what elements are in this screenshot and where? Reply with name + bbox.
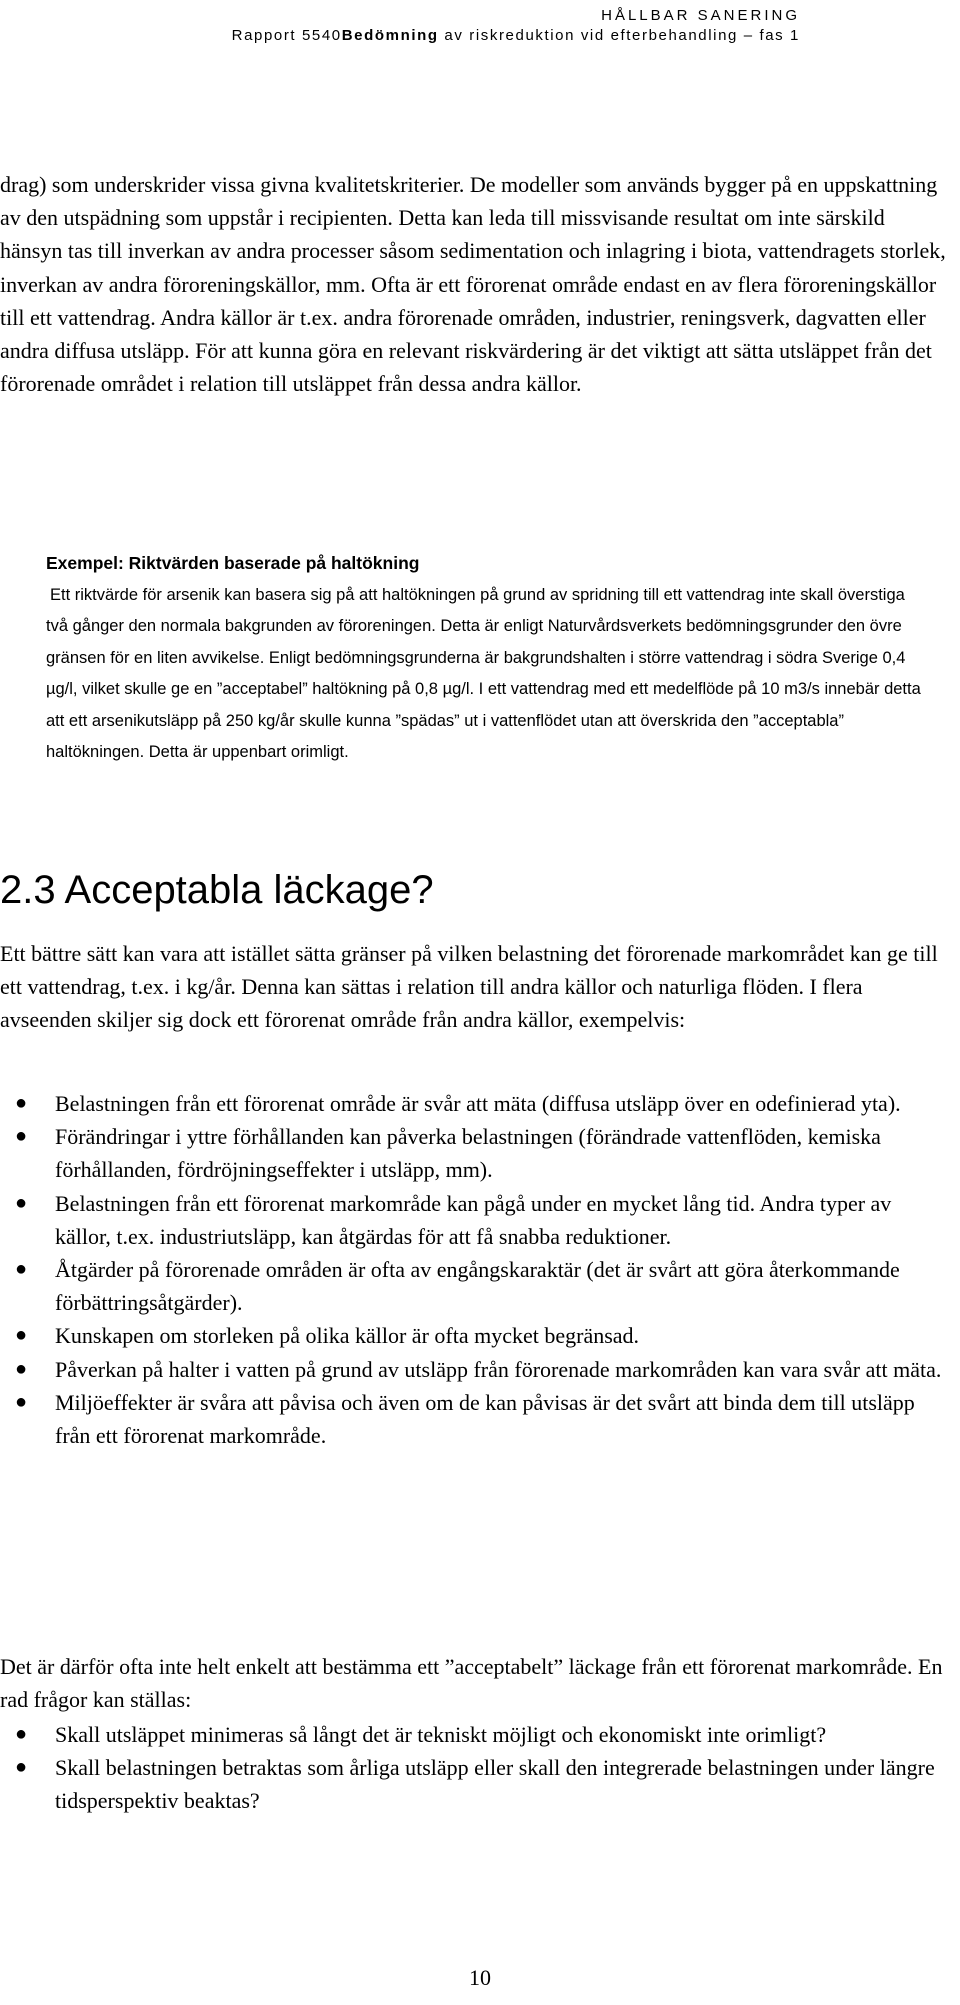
list-item-text: Påverkan på halter i vatten på grund av utsläpp från förorenade markområden kan vara svår att mäta.	[55, 1356, 942, 1382]
header-brand: HÅLLBAR SANERING	[601, 7, 800, 24]
bullet-icon: ●	[15, 1092, 28, 1114]
example-title: Exempel: Riktvärden baserade på haltökning	[46, 553, 420, 573]
bullet-icon: ●	[15, 1723, 28, 1745]
bullet-icon: ●	[15, 1191, 28, 1214]
example-box	[46, 548, 926, 769]
difference-list	[0, 1087, 948, 1452]
page-header	[232, 6, 800, 46]
bullet-icon: ●	[15, 1357, 28, 1380]
list-item-text: Belastningen från ett förorenat område är svår att mäta (diffusa utsläpp över en odefinierad yta).	[55, 1091, 901, 1116]
bullet-icon: ●	[15, 1258, 28, 1281]
list-item	[0, 1187, 948, 1253]
paragraph-continued: drag) som underskrider vissa givna kvalitetskriterier. De modeller som används bygger på en uppskattning av den utspädning som uppstår i recipienten. Detta kan leda till missvisande resultat om inte särskild hänsyn tas till inverkan av andra processer såsom sedimentation och inlagring i biota, vattendragets storlek, inverkan av andra föroreningskällor, mm. Ofta är ett förorenat område endast en av flera föroreningskällor till ett vattendrag. Andra källor är t.ex. andra förorenade områden, industrier, reningsverk, dagvatten eller andra diffusa utsläpp. För att kunna göra en relevant riskvärdering är det viktigt att sätta utsläppet från det förorenade området i relation till utsläppet från dessa andra källor.	[0, 172, 946, 397]
bullet-icon: ●	[15, 1390, 28, 1413]
list-item	[0, 1319, 948, 1352]
list-item	[0, 1353, 948, 1386]
example-body: Ett riktvärde för arsenik kan basera sig på att haltökningen på grund av spridning till ett vattendrag inte skall överstiga två gånger den normala bakgrunden av föroreningen. Detta är enligt Naturvårdsverkets bedömningsgrunder den övre gränsen för en liten avvikelse. Enligt bedömningsgrunderna är bakgrundshalten i större vattendrag i södra Sverige 0,4 µg/l, vilket skulle ge en ”acceptabel” haltökning på 0,8 µg/l. I ett vattendrag med ett medelflöde på 10 m3/s innebär detta att ett arsenikutsläpp på 250 kg/år skulle kunna ”spädas” ut i vattenflödet utan att överskrida den ”acceptabla” haltökningen. Detta är uppenbart orimligt.	[46, 585, 921, 761]
section-intro: Ett bättre sätt kan vara att istället sätta gränser på vilken belastning det förorenade markområdet kan ge till ett vattendrag, t.ex. i kg/år. Denna kan sättas i relation till andra källor och naturliga flöden. I flera avseenden skiljer sig dock ett förorenat område från andra källor, exempelvis:	[0, 941, 938, 1033]
list-item	[0, 1120, 948, 1186]
header-report-title-bold: Bedömning	[341, 27, 439, 44]
list-item-text: Kunskapen om storleken på olika källor är ofta mycket begränsad.	[55, 1323, 640, 1349]
header-report-title: av riskreduktion vid efterbehandling – fas 1	[438, 27, 800, 44]
header-report-number: Rapport 5540	[231, 27, 342, 44]
bullet-icon: ●	[15, 1324, 28, 1347]
list-item	[0, 1087, 948, 1120]
list-item	[0, 1386, 948, 1452]
list-item	[0, 1751, 948, 1817]
page-number: 10	[469, 1965, 491, 1990]
section-heading: 2.3 Acceptabla läckage?	[0, 868, 434, 912]
list-item-text: Miljöeffekter är svåra att påvisa och även om de kan påvisas är det svårt att binda dem till utsläpp från ett förorenat markområde.	[55, 1389, 915, 1449]
list-item-text: Förändringar i yttre förhållanden kan påverka belastningen (förändrade vattenflöden, kemiska förhållanden, fördröjningseffekter i utsläpp, mm).	[55, 1124, 881, 1183]
closing-paragraph: Det är därför ofta inte helt enkelt att bestämma ett ”acceptabelt” läckage från ett förorenat markområde. En rad frågor kan ställas:	[0, 1654, 943, 1713]
list-item-text: Skall utsläppet minimeras så långt det är tekniskt möjligt och ekonomiskt inte orimligt?	[55, 1722, 827, 1747]
bullet-icon: ●	[15, 1125, 28, 1148]
header-report-line	[232, 26, 800, 46]
list-item	[0, 1718, 948, 1751]
list-item-text: Skall belastningen betraktas som årliga utsläpp eller skall den integrerade belastningen under längre tidsperspektiv beaktas?	[55, 1755, 935, 1814]
question-list	[0, 1718, 948, 1818]
bullet-icon: ●	[15, 1756, 28, 1779]
list-item	[0, 1253, 948, 1319]
list-item-text: Belastningen från ett förorenat markområde kan pågå under en mycket lång tid. Andra typer av källor, t.ex. industriutsläpp, kan åtgärdas för att få snabba reduktioner.	[55, 1190, 892, 1249]
list-item-text: Åtgärder på förorenade områden är ofta av engångskaraktär (det är svårt att göra återkommande förbättringsåtgärder).	[55, 1257, 900, 1316]
